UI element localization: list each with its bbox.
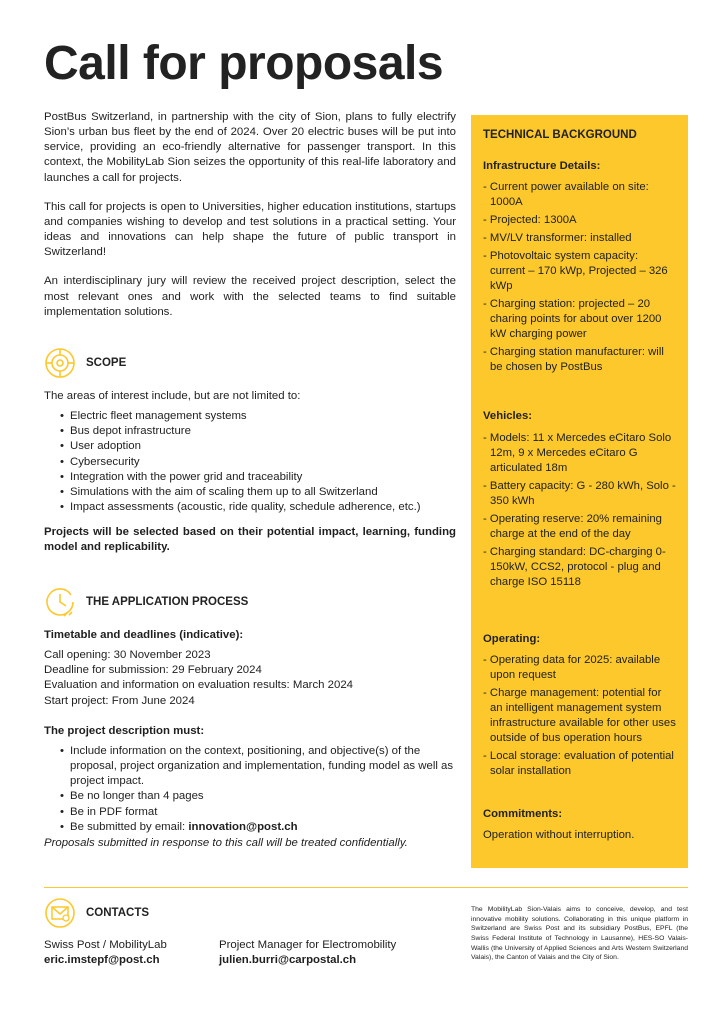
list-item: - Charge management: potential for an intelligent management system infrastructure available for other uses outside of bus operation hours: [483, 686, 676, 746]
commitments-block: [483, 807, 676, 843]
list-item: - Photovoltaic system capacity: current – 170 kWp, Projected – 326 kWp: [483, 249, 676, 294]
list-item: - Local storage: evaluation of potential solar installation: [483, 749, 676, 779]
operating-block: [483, 632, 676, 779]
submission-email-link[interactable]: innovation@post.ch: [188, 820, 298, 833]
operating-heading: Operating:: [483, 632, 541, 645]
list-item: • Cybersecurity: [62, 455, 456, 470]
contact-email-link[interactable]: eric.imstepf@post.ch: [44, 954, 160, 967]
commitments-heading: Commitments:: [483, 807, 563, 820]
list-item: • User adoption: [62, 439, 456, 454]
infrastructure-block: [483, 159, 676, 375]
list-item: - Operating reserve: 20% remaining charge at the end of the day: [483, 512, 676, 542]
technical-background-panel: [471, 115, 688, 868]
sidebar-title: TECHNICAL BACKGROUND: [483, 129, 637, 141]
list-item: - Models: 11 x Mercedes eCitaro Solo 12m, 9 x Mercedes eCitaro G articulated 18m: [483, 431, 676, 476]
commitments-text: Operation without interruption.: [483, 828, 635, 841]
list-item: [62, 820, 464, 835]
list-item: • Be in PDF format: [62, 805, 464, 820]
list-item: • Be no longer than 4 pages: [62, 789, 464, 804]
footer-divider: [44, 887, 688, 888]
contact-role: Project Manager for Electromobility: [219, 939, 397, 951]
application-title: THE APPLICATION PROCESS: [86, 596, 249, 608]
about-mobilitylab: The MobilityLab Sion-Valais aims to conceive, develop, and test innovative mobility solutions. Collaborating in this unique platform in Switzerland are Swiss Post and its subsidiary PostBus, EPFL (the Swiss Federal Institute of Technology in Lausanne), HES-SO Valais-Wallis (the University of Applied Sciences and Arts Western Switzerland Valais), the Canton of Valais and the City of Sion.: [471, 906, 688, 962]
scope-section: [44, 389, 456, 556]
selection-criteria: Projects will be selected based on their potential impact, learning, funding model and replicability.: [44, 526, 456, 554]
contact-email-link[interactable]: julien.burri@carpostal.ch: [219, 954, 357, 967]
intro-section: [44, 110, 456, 334]
timetable-line: Start project: From June 2024: [44, 694, 195, 707]
list-item: - Charging station manufacturer: will be chosen by PostBus: [483, 345, 676, 375]
intro-paragraph: This call for projects is open to Universities, higher education institutions, startups and companies wishing to develop and test solutions in a practical setting. Your ideas and innovations can help shape the future of public transport in Switzerland!: [44, 200, 456, 259]
intro-paragraph: An interdisciplinary jury will review the received project description, select the most relevant ones and work with the selected teams to find suitable implementation solutions.: [44, 275, 456, 318]
list-item: - Operating data for 2025: available upon request: [483, 653, 676, 683]
list-item: - Charging standard: DC-charging 0-150kW, CCS2, protocol - plug and charge ISO 15118: [483, 545, 676, 590]
intro-paragraph: PostBus Switzerland, in partnership with the city of Sion, plans to fully electrify Sion’s urban bus fleet by the end of 2024. Over 20 electric buses will be put into service, providing an eco-friendly alternative for passenger transport. In this context, the MobilityLab Sion seizes the opportunity of this real-life laboratory and launches a call for projects.: [44, 111, 456, 184]
list-item: - Charging station: projected – 20 charing points for about over 1200 kW charging power: [483, 297, 676, 342]
timetable-line: Call opening: 30 November 2023: [44, 649, 211, 662]
infrastructure-heading: Infrastructure Details:: [483, 160, 601, 173]
list-item: • Impact assessments (acoustic, ride quality, schedule adherence, etc.): [62, 500, 456, 515]
timetable-line: Evaluation and information on evaluation results: March 2024: [44, 679, 353, 692]
scope-title: SCOPE: [86, 357, 127, 369]
list-item: • Bus depot infrastructure: [62, 424, 456, 439]
scope-list: [62, 409, 456, 515]
vehicles-block: [483, 409, 676, 589]
list-item: - MV/LV transformer: installed: [483, 231, 676, 246]
requirements-heading: The project description must:: [44, 724, 205, 737]
contact-card: [219, 938, 396, 968]
list-item: - Projected: 1300A: [483, 213, 676, 228]
email-prefix: Be submitted by email:: [70, 820, 189, 833]
scope-heading: [44, 347, 126, 379]
requirements-list: [62, 744, 464, 835]
contact-role: Swiss Post / MobilityLab: [44, 939, 167, 951]
vehicles-heading: Vehicles:: [483, 410, 532, 423]
application-section: [44, 628, 464, 851]
list-item: - Battery capacity: G - 280 kWh, Solo - 350 kWh: [483, 479, 676, 509]
contacts-title: CONTACTS: [86, 907, 150, 919]
list-item: • Integration with the power grid and traceability: [62, 470, 456, 485]
contacts-heading: [44, 897, 149, 929]
page-title: Call for proposals: [44, 37, 444, 90]
timetable-line: Deadline for submission: 29 February 2024: [44, 664, 262, 677]
mail-icon: [44, 897, 76, 929]
confidentiality-note: Proposals submitted in response to this call will be treated confidentially.: [44, 836, 408, 849]
application-heading: [44, 586, 248, 618]
target-icon: [44, 347, 76, 379]
list-item: • Electric fleet management systems: [62, 409, 456, 424]
list-item: • Simulations with the aim of scaling them up to all Switzerland: [62, 485, 456, 500]
scope-intro: The areas of interest include, but are not limited to:: [44, 390, 301, 402]
list-item: - Current power available on site: 1000A: [483, 180, 676, 210]
clock-icon: [44, 586, 76, 618]
list-item: • Include information on the context, positioning, and objective(s) of the proposal, project organization and implementation, funding model as well as project impact.: [62, 744, 464, 789]
timetable-heading: Timetable and deadlines (indicative):: [44, 629, 244, 641]
contact-card: [44, 938, 167, 968]
